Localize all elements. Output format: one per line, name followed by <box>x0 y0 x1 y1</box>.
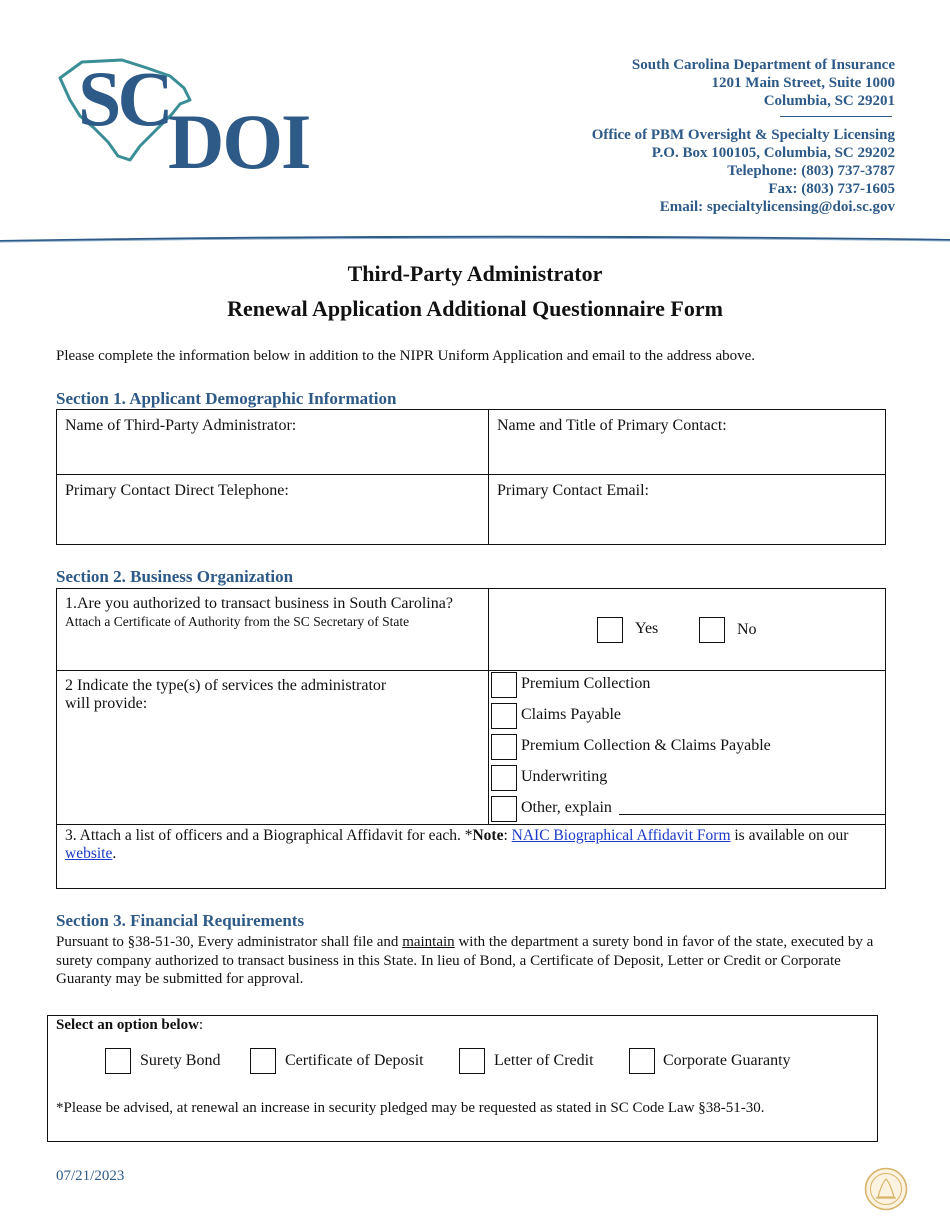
q3-note-label: Note <box>472 827 504 844</box>
contact-phone-field[interactable] <box>57 475 489 545</box>
no-label: No <box>737 621 757 638</box>
service-checkbox-premium[interactable] <box>491 672 517 698</box>
para-underlined: maintain <box>402 934 455 950</box>
contact-email-label: Primary Contact Email: <box>497 482 649 499</box>
no-checkbox[interactable] <box>699 617 725 643</box>
q3-text <box>57 825 885 865</box>
renewal-advisory: *Please be advised, at renewal an increase in security pledged may be requested as stated in SC Code Law §38-51-30. <box>56 1100 765 1116</box>
office-telephone: Telephone: (803) 737-3787 <box>727 163 895 179</box>
website-link[interactable]: website <box>65 845 113 862</box>
dept-street: 1201 Main Street, Suite 1000 <box>711 75 895 91</box>
form-title-line2: Renewal Application Additional Questionnaire Form <box>227 296 723 321</box>
q3-colon: : <box>503 827 512 844</box>
certificate-of-deposit-label: Certificate of Deposit <box>285 1052 424 1069</box>
section1-heading: Section 1. Applicant Demographic Information <box>56 389 397 408</box>
logo-doi-text: DOI <box>168 98 310 185</box>
service-checkbox-underwriting[interactable] <box>491 765 517 791</box>
q3-after: is available on our <box>730 827 849 844</box>
naic-affidavit-link[interactable]: NAIC Biographical Affidavit Form <box>511 827 731 844</box>
header-divider <box>780 116 892 117</box>
dept-city: Columbia, SC 29201 <box>763 93 895 109</box>
section1-table <box>56 409 886 545</box>
form-title-line1: Third-Party Administrator <box>347 261 603 286</box>
service-checkbox-claims[interactable] <box>491 703 517 729</box>
state-seal-icon <box>864 1167 908 1211</box>
letter-of-credit-label: Letter of Credit <box>494 1052 594 1069</box>
section2-heading: Section 2. Business Organization <box>56 567 294 586</box>
primary-contact-name-label: Name and Title of Primary Contact: <box>497 417 727 434</box>
para-b: with the department a surety bond in favor of the state, executed by a surety company authorized to transact business in this State. In lieu of Bond, a Certificate of Deposit, Letter or Credit or Corporate Guaranty may be submitted for approval. <box>56 934 874 987</box>
yes-checkbox[interactable] <box>597 617 623 643</box>
q3-main: 3. Attach a list of officers and a Biographical Affidavit for each. * <box>65 827 473 844</box>
section3-heading: Section 3. Financial Requirements <box>56 911 305 930</box>
q3-end: . <box>112 845 117 862</box>
service-label-premium-claims: Premium Collection & Claims Payable <box>521 737 771 754</box>
primary-contact-name-field[interactable] <box>489 410 886 475</box>
other-explain-line[interactable] <box>619 814 885 815</box>
office-po-box: P.O. Box 100105, Columbia, SC 29202 <box>651 145 895 161</box>
select-option-label <box>56 1017 203 1034</box>
tpa-name-label: Name of Third-Party Administrator: <box>65 417 297 434</box>
office-name: Office of PBM Oversight & Specialty Licensing <box>591 127 895 143</box>
revision-date: 07/21/2023 <box>56 1168 125 1184</box>
service-label-other: Other, explain <box>521 799 612 816</box>
letter-of-credit-checkbox[interactable] <box>459 1048 485 1074</box>
corporate-guaranty-label: Corporate Guaranty <box>663 1052 791 1069</box>
surety-bond-checkbox[interactable] <box>105 1048 131 1074</box>
service-label-underwriting: Underwriting <box>521 768 608 785</box>
select-option-bold: Select an option below <box>56 1017 199 1033</box>
q1-note: Attach a Certificate of Authority from the SC Secretary of State <box>65 614 410 629</box>
q1-question: 1.Are you authorized to transact business in South Carolina? <box>65 595 453 612</box>
service-checkbox-other[interactable] <box>491 796 517 822</box>
yes-label: Yes <box>635 620 659 637</box>
service-checkbox-premium-claims[interactable] <box>491 734 517 760</box>
security-options-box <box>47 1015 878 1142</box>
office-fax: Fax: (803) 737-1605 <box>768 181 895 197</box>
office-email: Email: specialtylicensing@doi.sc.gov <box>659 199 895 215</box>
corporate-guaranty-checkbox[interactable] <box>629 1048 655 1074</box>
para-a: Pursuant to §38-51-30, Every administrator shall file and <box>56 934 403 950</box>
logo-sc-text: SC <box>78 55 170 142</box>
contact-email-field[interactable] <box>489 475 886 545</box>
office-address <box>592 126 895 216</box>
financial-requirements-text <box>56 933 896 989</box>
q2-question: 2 Indicate the type(s) of services the administrator will provide: <box>65 677 387 712</box>
certificate-of-deposit-checkbox[interactable] <box>250 1048 276 1074</box>
surety-bond-label: Surety Bond <box>140 1052 221 1069</box>
dept-address <box>632 56 895 110</box>
select-option-colon: : <box>198 1017 204 1033</box>
header-swoosh-rule <box>0 232 950 248</box>
tpa-name-field[interactable] <box>57 410 489 475</box>
dept-name: South Carolina Department of Insurance <box>631 57 895 73</box>
service-label-premium: Premium Collection <box>521 675 651 692</box>
section2-table <box>56 588 886 889</box>
service-label-claims: Claims Payable <box>521 706 621 723</box>
intro-text: Please complete the information below in addition to the NIPR Uniform Application and email to the address above. <box>56 348 756 364</box>
contact-phone-label: Primary Contact Direct Telephone: <box>65 482 289 499</box>
